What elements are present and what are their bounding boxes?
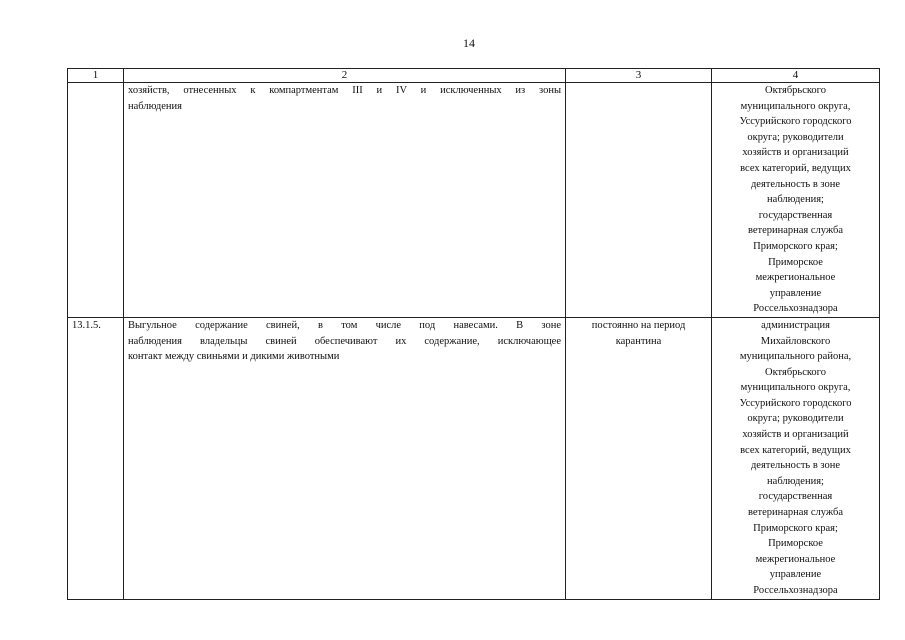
row-number-cell <box>68 83 124 318</box>
cell-text-line: всех категорий, ведущих <box>740 162 851 174</box>
table-row <box>68 317 880 599</box>
cell-text-line: межрегиональное <box>755 272 836 284</box>
cell-text-line: государственная <box>758 491 833 503</box>
cell-text-line: администрация <box>761 319 830 331</box>
cell-text-line: Приморского края; <box>753 522 838 534</box>
cell-text-line: Уссурийского городского <box>739 116 852 128</box>
column-header-4: 4 <box>712 69 880 83</box>
row-number-cell: 13.1.5. <box>68 317 124 599</box>
cell-text-line: деятельность в зоне <box>750 178 841 190</box>
cell-text-line: муниципального района, <box>739 351 852 363</box>
cell-text-line: наблюдения владельцы свиней обеспечивают их содержание, исключающее <box>128 335 561 347</box>
cell-text-line: хозяйств, отнесенных к компартментам III и IV и исключенных из зоны <box>128 85 561 96</box>
cell-text-line: хозяйств и организаций <box>742 429 849 441</box>
cell-text-line: Приморского края; <box>753 240 838 252</box>
cell-text-line: хозяйств и организаций <box>742 147 849 159</box>
cell-text-line: наблюдения; <box>767 194 824 206</box>
cell-text-line: муниципального округа, <box>740 382 851 394</box>
measures-table <box>67 68 880 600</box>
table-header-row <box>68 69 880 83</box>
measure-text-cell <box>124 83 566 318</box>
cell-text-line: округа; руководители <box>747 131 844 143</box>
cell-text-line: муниципального округа, <box>740 100 851 112</box>
table-row <box>68 83 880 318</box>
cell-text-line: Россельхознадзора <box>753 585 838 596</box>
cell-text-line: карантина <box>615 335 662 347</box>
column-header-1: 1 <box>68 69 124 83</box>
cell-text-line: управление <box>769 569 822 581</box>
cell-text-line: всех категорий, ведущих <box>740 444 851 456</box>
cell-text-line: деятельность в зоне <box>750 460 841 472</box>
cell-text-line: Приморское <box>768 538 823 550</box>
cell-text-line: Октябрьского <box>765 366 826 378</box>
cell-text-line: Октябрьского <box>765 85 826 96</box>
responsible-cell <box>712 317 880 599</box>
responsible-cell <box>712 83 880 318</box>
cell-text-line: постоянно на период <box>591 319 686 331</box>
column-header-2: 2 <box>124 69 566 83</box>
cell-text-line: наблюдения <box>128 100 182 112</box>
cell-text-line: Михайловского <box>760 335 831 347</box>
cell-text-line: управление <box>769 287 822 299</box>
period-cell <box>566 83 712 318</box>
cell-text-line: Приморское <box>768 256 823 268</box>
cell-text-line: государственная <box>758 209 833 221</box>
cell-text-line: ветеринарная служба <box>747 507 844 519</box>
column-header-3: 3 <box>566 69 712 83</box>
page-number: 14 <box>463 36 475 50</box>
cell-text-line: Уссурийского городского <box>739 397 852 409</box>
period-cell <box>566 317 712 599</box>
cell-text-line: контакт между свиньями и дикими животными <box>128 351 340 363</box>
cell-text-line: округа; руководители <box>747 413 844 425</box>
cell-text-line: Россельхознадзора <box>753 303 838 315</box>
measure-text-cell <box>124 317 566 599</box>
cell-text-line: межрегиональное <box>755 553 836 565</box>
cell-text-line: наблюдения; <box>767 475 824 487</box>
cell-text-line: ветеринарная служба <box>747 225 844 237</box>
cell-text-line: Выгульное содержание свиней, в том числе под навесами. В зоне <box>128 319 561 331</box>
